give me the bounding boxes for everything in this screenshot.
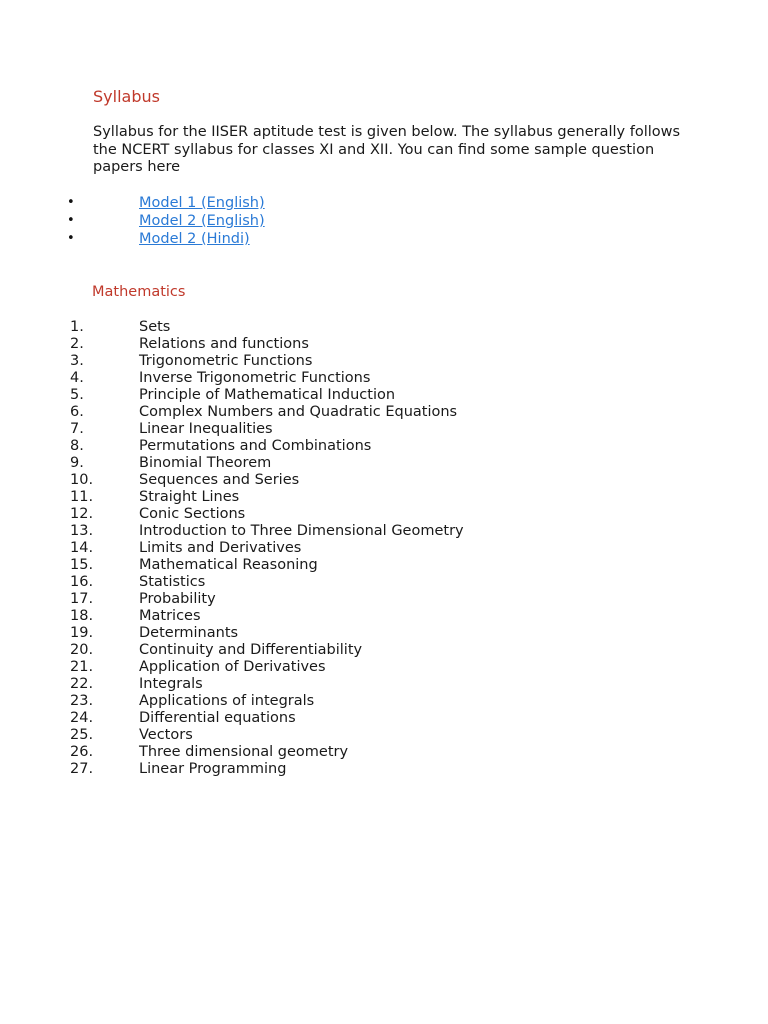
topic-number: 14.: [70, 540, 94, 556]
topic-label: Inverse Trigonometric Functions: [139, 370, 371, 386]
topic-number: 8.: [70, 438, 84, 454]
topic-label: Statistics: [139, 574, 206, 590]
mathematics-heading: Mathematics: [92, 284, 186, 300]
topic-label: Probability: [139, 591, 216, 607]
topic-label: Straight Lines: [139, 489, 240, 505]
topic-number: 18.: [70, 608, 94, 624]
topic-label: Principle of Mathematical Induction: [139, 387, 396, 403]
sample-paper-link-model-1-english[interactable]: Model 1 (English): [139, 195, 265, 211]
topic-number: 15.: [70, 557, 94, 573]
topic-label: Three dimensional geometry: [139, 744, 349, 760]
bullet-icon: •: [67, 213, 75, 228]
topic-label: Application of Derivatives: [139, 659, 326, 675]
topic-number: 17.: [70, 591, 94, 607]
topic-label: Sequences and Series: [139, 472, 300, 488]
topic-label: Sets: [139, 319, 171, 335]
topic-number: 25.: [70, 727, 94, 743]
topic-number: 3.: [70, 353, 84, 369]
topic-label: Differential equations: [139, 710, 296, 726]
topic-label: Matrices: [139, 608, 201, 624]
topic-label: Linear Programming: [139, 761, 287, 777]
topic-label: Integrals: [139, 676, 203, 692]
bullet-icon: •: [67, 231, 75, 246]
syllabus-intro: Syllabus for the IISER aptitude test is given below. The syllabus generally follows the NCERT syllabus for classes XI and XII. You can find some sample question papers here: [93, 124, 681, 175]
topic-number: 10.: [70, 472, 94, 488]
topic-label: Complex Numbers and Quadratic Equations: [139, 404, 458, 420]
topic-number: 22.: [70, 676, 94, 692]
topic-number: 20.: [70, 642, 94, 658]
topic-label: Vectors: [139, 727, 193, 743]
topic-label: Trigonometric Functions: [139, 353, 313, 369]
topic-number: 23.: [70, 693, 94, 709]
topic-label: Linear Inequalities: [139, 421, 273, 437]
syllabus-heading: Syllabus: [93, 87, 160, 106]
topic-number: 1.: [70, 319, 84, 335]
topic-number: 9.: [70, 455, 84, 471]
topic-number: 19.: [70, 625, 94, 641]
topic-number: 13.: [70, 523, 94, 539]
topic-number: 7.: [70, 421, 84, 437]
topic-number: 16.: [70, 574, 94, 590]
topic-number: 4.: [70, 370, 84, 386]
topic-number: 12.: [70, 506, 94, 522]
topic-number: 5.: [70, 387, 84, 403]
topic-label: Continuity and Differentiability: [139, 642, 363, 658]
topic-label: Introduction to Three Dimensional Geometry: [139, 523, 464, 539]
topic-label: Binomial Theorem: [139, 455, 272, 471]
topic-label: Conic Sections: [139, 506, 246, 522]
topic-number: 26.: [70, 744, 94, 760]
topic-label: Permutations and Combinations: [139, 438, 372, 454]
topic-label: Applications of integrals: [139, 693, 315, 709]
topic-number: 6.: [70, 404, 84, 420]
topic-number: 2.: [70, 336, 84, 352]
sample-paper-link-model-2-hindi[interactable]: Model 2 (Hindi): [139, 231, 250, 247]
bullet-icon: •: [67, 195, 75, 210]
topic-label: Mathematical Reasoning: [139, 557, 318, 573]
topic-label: Limits and Derivatives: [139, 540, 302, 556]
topic-number: 27.: [70, 761, 94, 777]
topic-number: 11.: [70, 489, 94, 505]
sample-paper-link-model-2-english[interactable]: Model 2 (English): [139, 213, 265, 229]
topic-label: Relations and functions: [139, 336, 309, 352]
topic-label: Determinants: [139, 625, 239, 641]
topic-number: 24.: [70, 710, 94, 726]
topic-number: 21.: [70, 659, 94, 675]
